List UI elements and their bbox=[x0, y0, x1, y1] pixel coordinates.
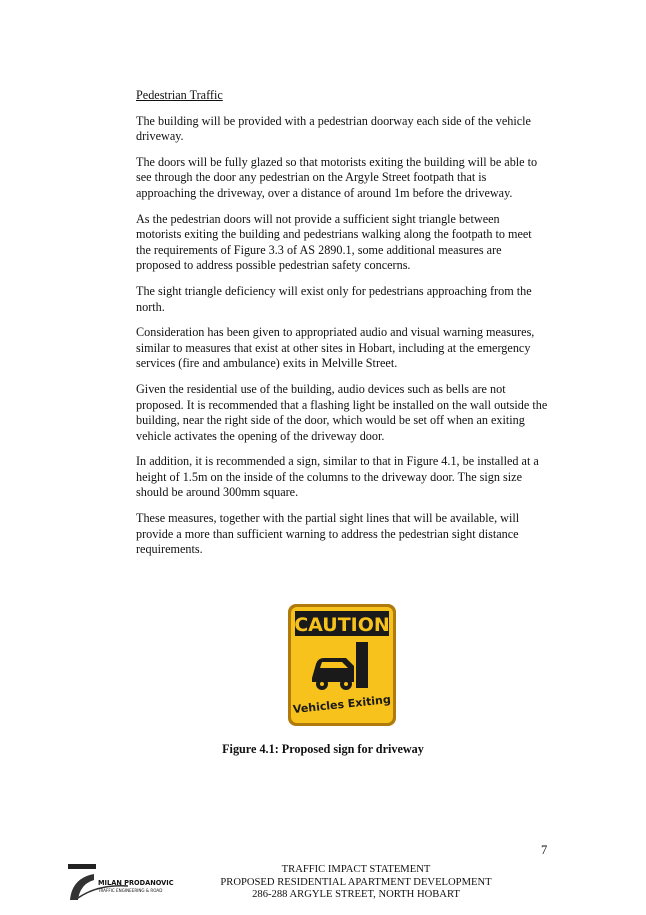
paragraph-7: In addition, it is recommended a sign, similar to that in Figure 4.1, be installed at a height of 1.5m on the inside of the columns to the driveway door. The sign size should be around 300mm square. bbox=[136, 454, 539, 500]
paragraph-4: The sight triangle deficiency will exist only for pedestrians approaching from the north. bbox=[136, 283, 532, 314]
paragraph-6: Given the residential use of the building, audio devices such as bells are not proposed. It is recommended that a flashing light be installed on the wall outside the building, near the right side of the door, which would be set off when an exiting vehicle activates the opening of the driveway door. bbox=[136, 381, 548, 443]
footer-line-2: PROPOSED RESIDENTIAL APARTMENT DEVELOPMENT bbox=[220, 876, 492, 888]
figure-caption: Figure 4.1: Proposed sign for driveway bbox=[222, 742, 424, 756]
sign-caution-text: CAUTION bbox=[294, 614, 390, 636]
footer-line-1: TRAFFIC IMPACT STATEMENT bbox=[281, 864, 431, 875]
footer-line-3: 286-288 ARGYLE STREET, NORTH HOBART bbox=[252, 889, 460, 901]
caution-sign-image bbox=[286, 602, 398, 728]
paragraph-3: As the pedestrian doors will not provide a sufficient sight triangle between motorists exiting the building and pedestrians walking along the footpath to meet the requirements of Figure 3.3 of AS 2890.1, some additional measures are proposed to address possible pedestrian safety concerns. bbox=[136, 211, 532, 273]
report-body bbox=[136, 88, 548, 568]
page-number: 7 bbox=[541, 843, 548, 857]
section-heading: Pedestrian Traffic bbox=[136, 88, 223, 102]
logo-tagline-text: TRAFFIC ENGINEERING & ROAD bbox=[98, 888, 163, 893]
paragraph-8: These measures, together with the partial sight lines that will be available, will provide a more than sufficient warning to address the pedestrian sight distance requirements. bbox=[136, 511, 520, 557]
document-footer bbox=[180, 864, 532, 902]
sign-vehicles-exiting-text: Vehicles Exiting bbox=[292, 692, 392, 717]
paragraph-5: Consideration has been given to appropriated audio and visual warning measures, similar to measures that exist at other sites in Hobart, including at the emergency services (fire and ambulance) exits in Melville Street. bbox=[136, 325, 535, 371]
logo-name-text: MILAN PRODANOVIC bbox=[98, 879, 174, 887]
company-logo bbox=[68, 864, 178, 904]
logo-image bbox=[68, 864, 178, 904]
caution-sign-figure bbox=[286, 602, 398, 728]
paragraph-1: The building will be provided with a pedestrian doorway each side of the vehicle driveway. bbox=[136, 113, 531, 144]
paragraph-2: The doors will be fully glazed so that motorists exiting the building will be able to see through the door any pedestrian on the Argyle Street footpath that is approaching the driveway, over a distance of around 1m before the driveway. bbox=[136, 154, 538, 200]
